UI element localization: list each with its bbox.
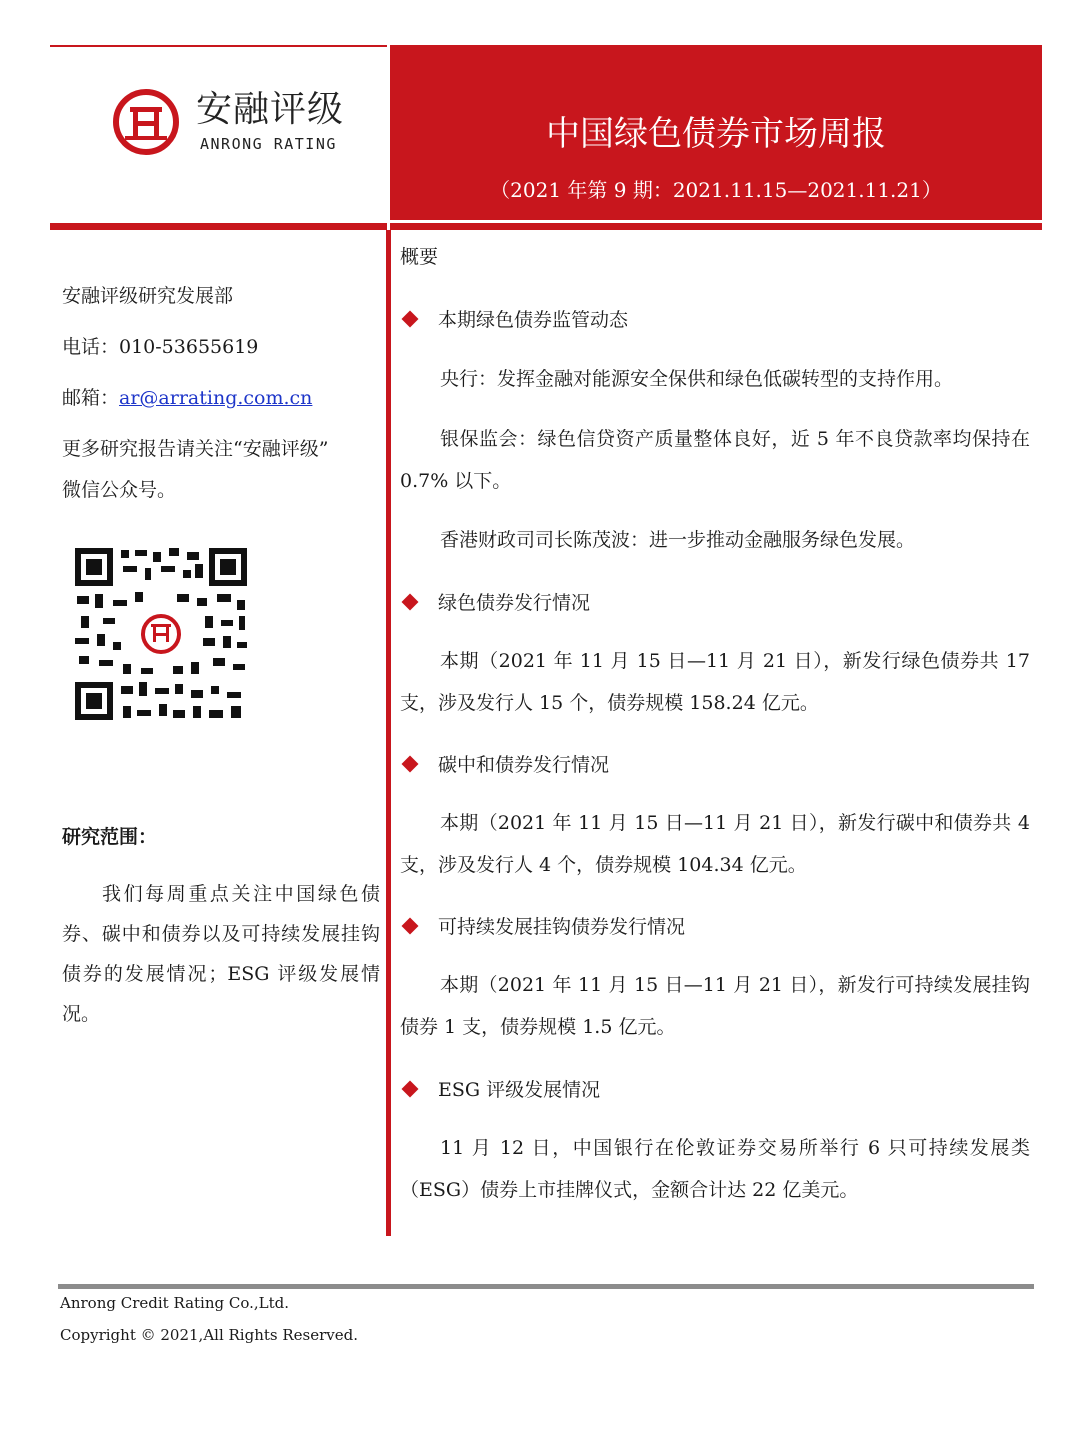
overview-heading: 概要 (400, 246, 439, 268)
section-heading-text: 可持续发展挂钩债券发行情况 (438, 916, 686, 938)
logo-english-name: ANRONG RATING (200, 135, 337, 153)
wechat-qr-code (73, 546, 249, 722)
diamond-bullet-icon (402, 593, 419, 610)
footer-copyright: Copyright © 2021,All Rights Reserved. (60, 1326, 359, 1344)
header-bottom-rule-left (50, 223, 387, 230)
section-heading-text: ESG 评级发展情况 (438, 1079, 601, 1101)
research-scope-title: 研究范围： (62, 826, 158, 848)
section-paragraph: 央行：发挥金融对能源安全保供和绿色低碳转型的支持作用。 (440, 368, 954, 390)
email-line (62, 383, 312, 410)
logo-chinese-name: 安融评级 (196, 89, 345, 130)
section-heading-text: 本期绿色债券监管动态 (438, 309, 629, 331)
phone-number: 电话：010-53655619 (62, 336, 259, 358)
section-heading (400, 912, 685, 939)
section-paragraph: 本期（2021 年 11 月 15 日—11 月 21 日），新发行碳中和债券共 4 支，涉及发行人 4 个，债券规模 104.34 亿元。 (400, 812, 1030, 876)
section-heading (400, 588, 590, 615)
header-bottom-rule-right (390, 223, 1042, 230)
diamond-bullet-icon (402, 310, 419, 327)
research-scope-text: 我们每周重点关注中国绿色债券、碳中和债券以及可持续发展挂钩债券的发展情况；ESG 评级发展情况。 (62, 883, 380, 1025)
section-heading-text: 绿色债券发行情况 (438, 592, 591, 614)
section-heading (400, 750, 609, 777)
report-issue-period: （2021 年第 9 期：2021.11.15—2021.11.21） (490, 178, 942, 202)
section-heading (400, 1075, 600, 1102)
section-paragraph: 本期（2021 年 11 月 15 日—11 月 21 日），新发行绿色债券共 17 支，涉及发行人 15 个，债券规模 158.24 亿元。 (400, 650, 1030, 714)
department-name: 安融评级研究发展部 (62, 285, 234, 307)
diamond-bullet-icon (402, 917, 419, 934)
section-paragraph: 11 月 12 日，中国银行在伦敦证券交易所举行 6 只可持续发展类（ESG）债券上市挂牌仪式，金额合计达 22 亿美元。 (400, 1137, 1030, 1201)
section-paragraph: 本期（2021 年 11 月 15 日—11 月 21 日），新发行可持续发展挂钩债券 1 支，债券规模 1.5 亿元。 (400, 974, 1030, 1038)
footer-company: Anrong Credit Rating Co.,Ltd. (60, 1294, 290, 1312)
report-title: 中国绿色债券市场周报 (546, 114, 886, 154)
email-label: 邮箱： (62, 387, 120, 409)
email-link[interactable]: ar@arrating.com.cn (119, 387, 313, 409)
footer-rule (58, 1284, 1034, 1289)
follow-note-line1: 更多研究报告请关注“安融评级” (62, 438, 329, 460)
section-heading-text: 碳中和债券发行情况 (438, 754, 610, 776)
section-heading (400, 305, 628, 332)
diamond-bullet-icon (402, 1080, 419, 1097)
anrong-logo-icon (113, 89, 179, 155)
follow-note-line2: 微信公众号。 (62, 479, 177, 501)
diamond-bullet-icon (402, 755, 419, 772)
section-paragraph: 香港财政司司长陈茂波：进一步推动金融服务绿色发展。 (440, 529, 916, 551)
section-paragraph: 银保监会：绿色信贷资产质量整体良好，近 5 年不良贷款率均保持在 0.7% 以下。 (400, 428, 1030, 492)
column-divider (386, 230, 391, 1236)
